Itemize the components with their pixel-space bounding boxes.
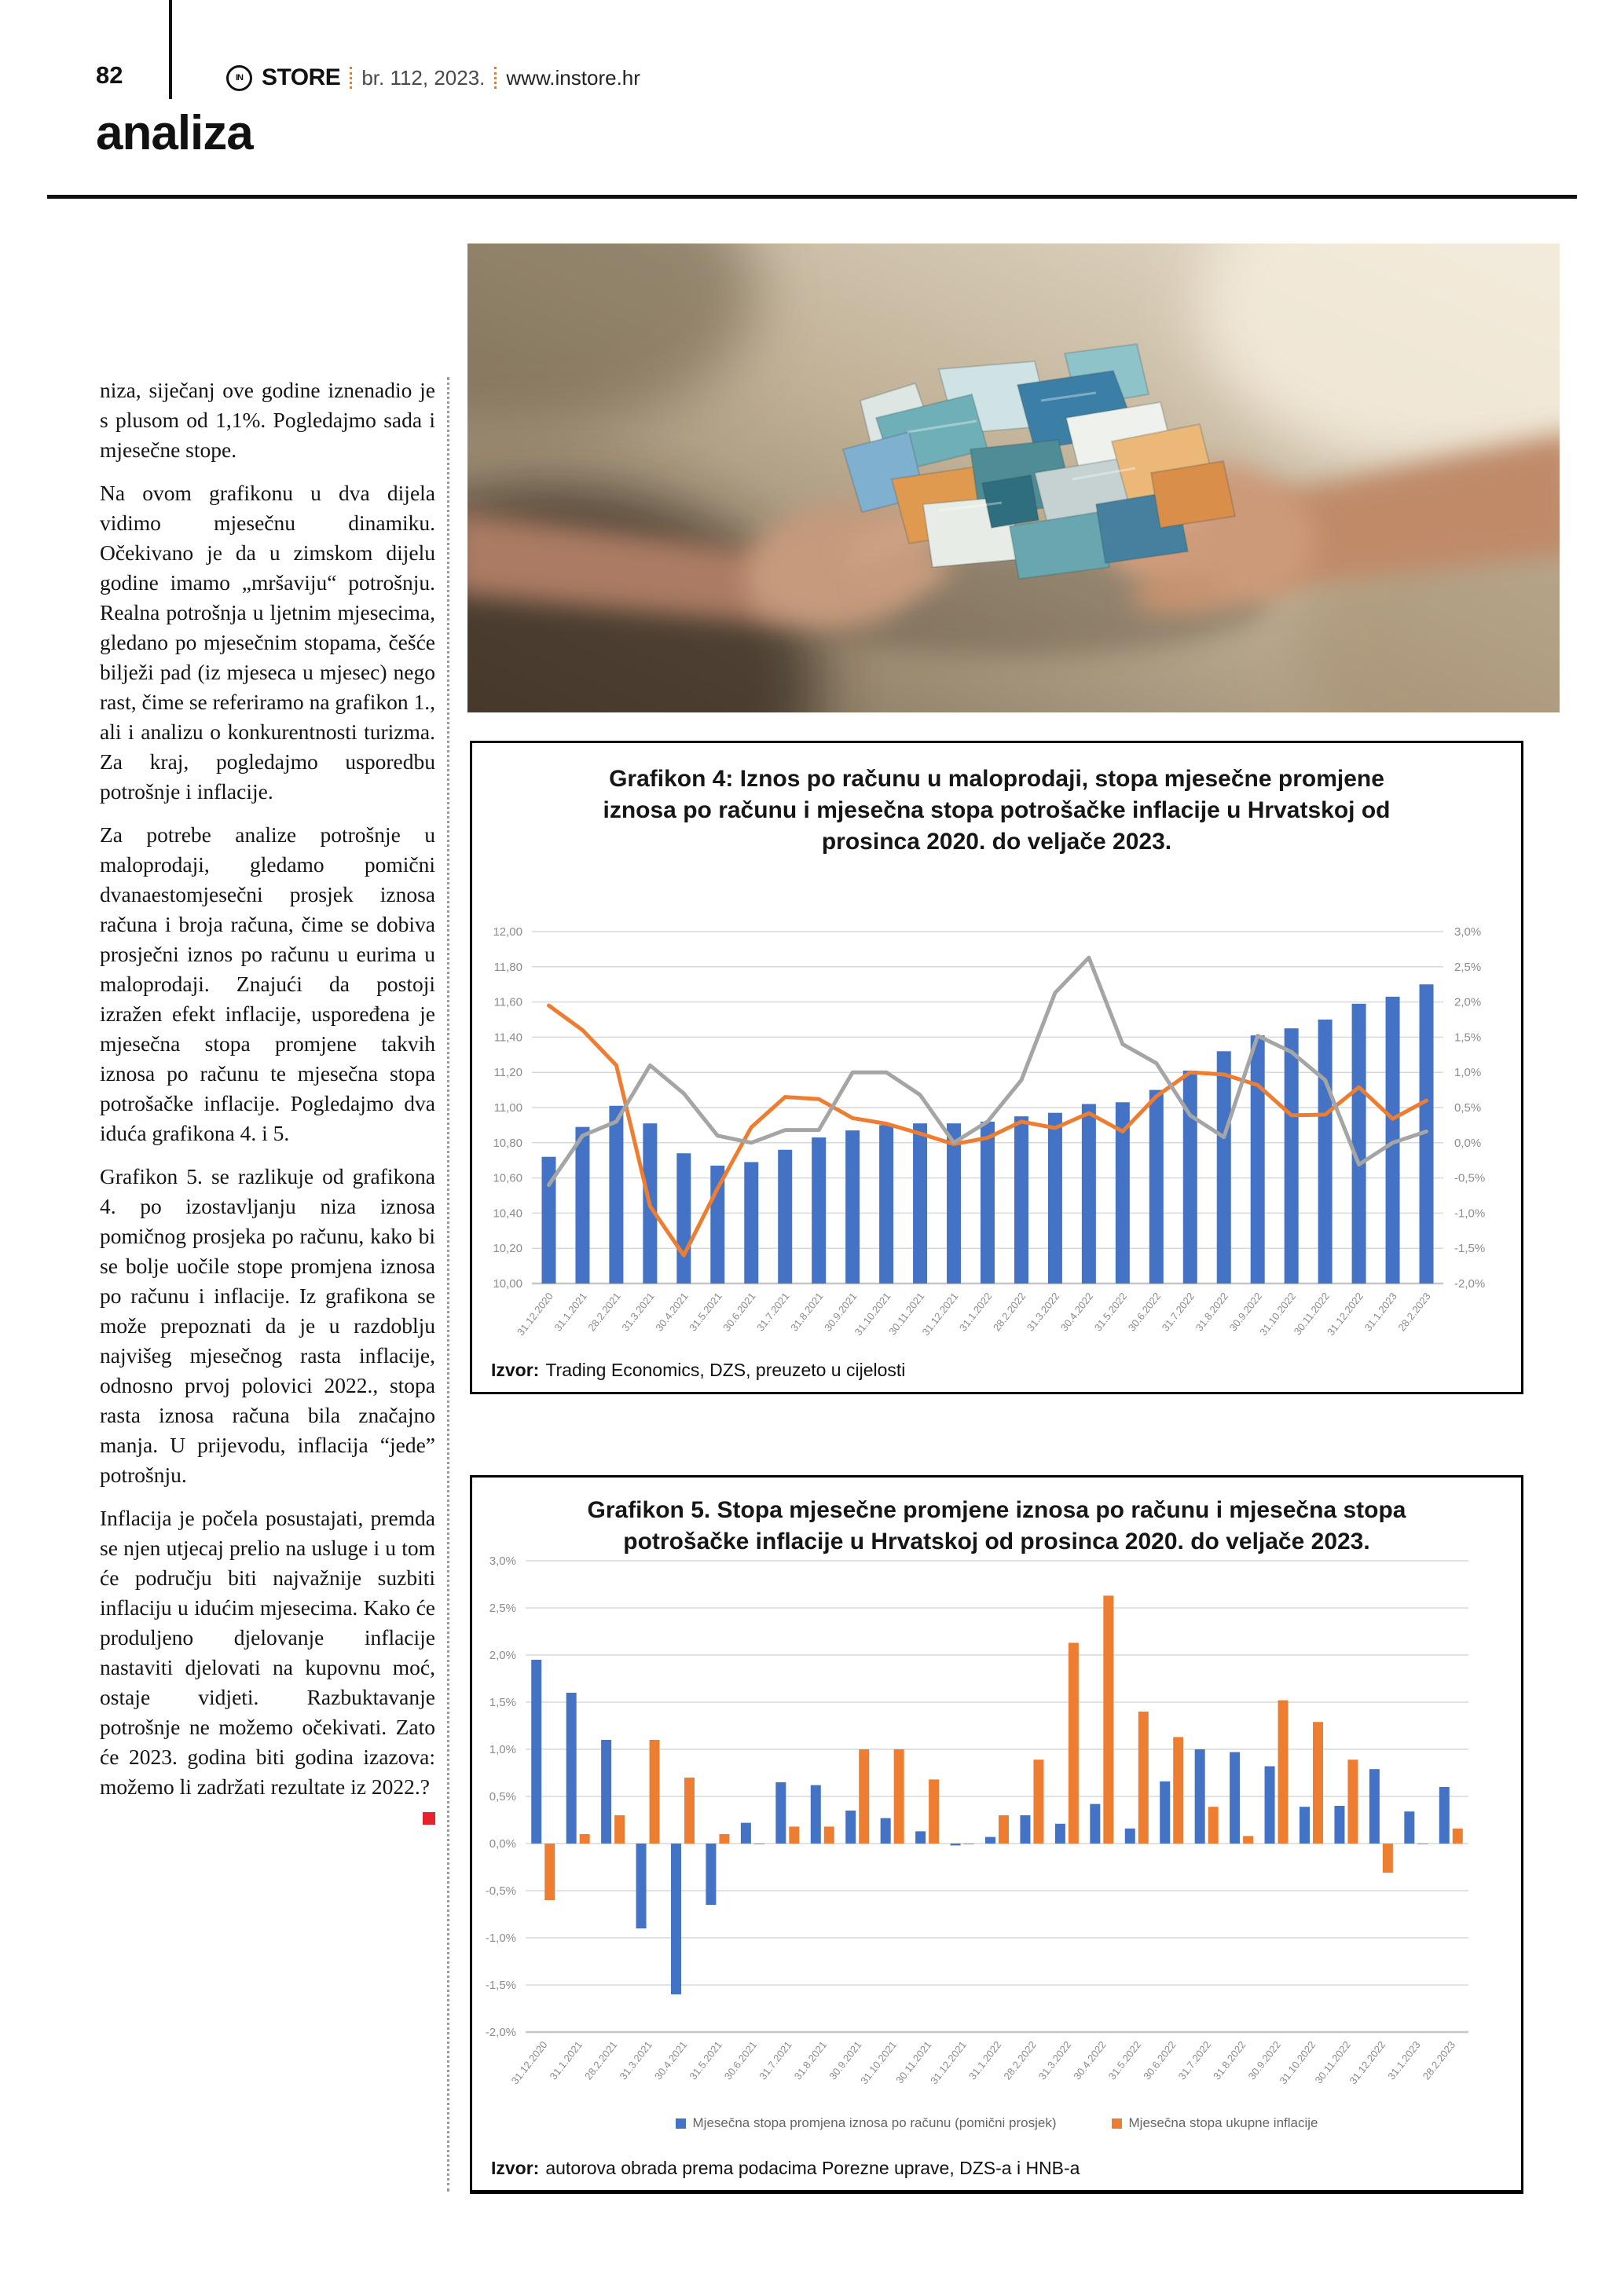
svg-text:31.7.2022: 31.7.2022 bbox=[1175, 2038, 1214, 2082]
svg-text:31.3.2021: 31.3.2021 bbox=[619, 1290, 657, 1334]
svg-text:31.3.2022: 31.3.2022 bbox=[1036, 2038, 1074, 2082]
article-paragraph: Za potrebe analize potrošnje u maloprodaji, gledamo pomični dvanaestomjesečni prosjek iznosa računa i broja računa, čime se dobiva prosječni iznos po računu u eurima u maloprodaji. Znajući da postoji izražen efekt inflacije, uspoređena je mjesečna stopa promjene takvih iznosa po računu te mjesečna stopa potrošačke inflacije. Pogledajmo dva iduća grafikona 4. i 5. bbox=[100, 822, 435, 1145]
svg-text:31.1.2022: 31.1.2022 bbox=[956, 1290, 995, 1334]
svg-text:31.8.2021: 31.8.2021 bbox=[791, 2038, 830, 2082]
grafikon-5-source: Izvor: autorova obrada prema podacima Porezne uprave, DZS-a i HNB-a bbox=[491, 2158, 1080, 2178]
svg-text:10,00: 10,00 bbox=[493, 1277, 522, 1291]
svg-text:31.12.2021: 31.12.2021 bbox=[928, 2038, 969, 2087]
svg-text:2,5%: 2,5% bbox=[1454, 960, 1482, 974]
svg-text:31.1.2021: 31.1.2021 bbox=[552, 1290, 589, 1334]
issue-label: br. 112, 2023. bbox=[361, 65, 486, 90]
svg-text:11,60: 11,60 bbox=[493, 995, 522, 1009]
legend-swatch-blue bbox=[676, 2118, 686, 2129]
svg-text:30.11.2021: 30.11.2021 bbox=[893, 2038, 934, 2086]
svg-text:11,00: 11,00 bbox=[493, 1101, 522, 1115]
dotted-separator bbox=[494, 67, 497, 89]
section-title: analiza bbox=[96, 106, 253, 160]
svg-text:31.1.2021: 31.1.2021 bbox=[547, 2038, 585, 2082]
svg-text:30.4.2022: 30.4.2022 bbox=[1058, 1290, 1096, 1334]
section-rule bbox=[47, 195, 1577, 199]
article-paragraph: Na ovom grafikonu u dva dijela vidimo mjesečnu dinamiku. Očekivano je da u zimskom dijelu godine imamo „mršaviju“ potrošnju. Realna potrošnja u ljetnim mjesecima, gledano po mjesečnim stopama, češće bilježi pad (iz mjeseca u mjesec) nego rast, čime se referiramo na grafikon 1., ali i analizu o konkurentnosti turizma. Za kraj, pogledajmo usporedbu potrošnje i inflacije. bbox=[100, 481, 435, 804]
svg-text:31.5.2021: 31.5.2021 bbox=[687, 1290, 724, 1334]
svg-text:2,0%: 2,0% bbox=[489, 1649, 516, 1662]
article-end-mark bbox=[423, 1812, 435, 1825]
svg-text:28.2.2021: 28.2.2021 bbox=[585, 1290, 623, 1334]
grafikon-5-panel bbox=[470, 1475, 1523, 2194]
svg-text:3,0%: 3,0% bbox=[1454, 925, 1482, 939]
svg-text:31.3.2021: 31.3.2021 bbox=[617, 2038, 654, 2082]
svg-text:11,80: 11,80 bbox=[493, 960, 522, 974]
svg-text:31.7.2021: 31.7.2021 bbox=[754, 1290, 792, 1334]
svg-text:-0,5%: -0,5% bbox=[485, 1884, 516, 1898]
svg-text:31.5.2022: 31.5.2022 bbox=[1091, 1290, 1130, 1334]
svg-text:-2,0%: -2,0% bbox=[1454, 1277, 1486, 1291]
svg-text:31.10.2021: 31.10.2021 bbox=[852, 1290, 893, 1338]
svg-text:-1,0%: -1,0% bbox=[1454, 1207, 1486, 1221]
svg-text:10,40: 10,40 bbox=[493, 1207, 522, 1221]
svg-text:1,5%: 1,5% bbox=[489, 1696, 516, 1709]
svg-text:30.9.2022: 30.9.2022 bbox=[1245, 2038, 1283, 2082]
svg-text:-0,5%: -0,5% bbox=[1454, 1171, 1486, 1185]
header-divider bbox=[169, 0, 172, 99]
svg-text:11,20: 11,20 bbox=[493, 1066, 522, 1080]
svg-text:30.9.2021: 30.9.2021 bbox=[822, 1290, 860, 1334]
svg-text:1,0%: 1,0% bbox=[489, 1743, 516, 1756]
svg-text:0,0%: 0,0% bbox=[1454, 1136, 1482, 1150]
svg-text:12,00: 12,00 bbox=[493, 925, 522, 939]
svg-text:31.12.2022: 31.12.2022 bbox=[1325, 1290, 1366, 1338]
brand-name: STORE bbox=[262, 64, 341, 90]
svg-text:31.7.2021: 31.7.2021 bbox=[757, 2038, 794, 2082]
svg-text:10,20: 10,20 bbox=[493, 1242, 522, 1256]
svg-text:31.7.2022: 31.7.2022 bbox=[1159, 1290, 1197, 1334]
svg-text:-1,0%: -1,0% bbox=[485, 1932, 516, 1945]
svg-text:28.2.2022: 28.2.2022 bbox=[1001, 2038, 1039, 2082]
svg-text:30.11.2022: 30.11.2022 bbox=[1312, 2038, 1353, 2086]
svg-text:30.9.2022: 30.9.2022 bbox=[1226, 1290, 1265, 1334]
svg-text:31.12.2020: 31.12.2020 bbox=[514, 1290, 555, 1338]
svg-text:31.1.2022: 31.1.2022 bbox=[966, 2038, 1004, 2082]
svg-text:28.2.2022: 28.2.2022 bbox=[990, 1290, 1028, 1334]
svg-text:11,40: 11,40 bbox=[493, 1031, 522, 1045]
svg-text:30.6.2022: 30.6.2022 bbox=[1141, 2038, 1179, 2082]
svg-text:30.6.2021: 30.6.2021 bbox=[721, 2038, 760, 2082]
svg-text:31.5.2022: 31.5.2022 bbox=[1105, 2038, 1144, 2082]
svg-text:10,80: 10,80 bbox=[493, 1136, 522, 1150]
svg-text:10,60: 10,60 bbox=[493, 1171, 522, 1185]
svg-text:31.3.2022: 31.3.2022 bbox=[1024, 1290, 1062, 1334]
svg-text:31.10.2021: 31.10.2021 bbox=[858, 2038, 900, 2087]
svg-text:31.10.2022: 31.10.2022 bbox=[1257, 1290, 1299, 1338]
instore-logo-icon: IN bbox=[226, 65, 252, 91]
svg-text:3,0%: 3,0% bbox=[489, 1554, 516, 1568]
dotted-separator bbox=[350, 67, 352, 89]
legend-swatch-orange bbox=[1112, 2118, 1122, 2129]
photo-hands-money bbox=[467, 244, 1560, 712]
grafikon-5-chart bbox=[478, 1553, 1516, 2111]
svg-text:30.4.2021: 30.4.2021 bbox=[653, 1290, 691, 1334]
svg-text:31.8.2021: 31.8.2021 bbox=[788, 1290, 826, 1334]
column-separator bbox=[447, 377, 449, 2192]
page-number: 82 bbox=[96, 61, 123, 89]
svg-text:31.12.2022: 31.12.2022 bbox=[1347, 2038, 1388, 2087]
svg-text:-2,0%: -2,0% bbox=[485, 2026, 516, 2039]
article-paragraph: Grafikon 5. se razlikuje od grafikona 4. po izostavljanju niza iznosa pomičnog prosjeka po računu, kako bi se bolje uočile stope promjena iznosa po računu i inflacije. Iz grafikona se može prepoznati da je u razdoblju najvišeg mjesečnog rasta inflacije, odnosno prvoj polovici 2022., stopa rasta iznosa računa bila značajno manja. U prijevodu, inflacija “jede” potrošnju. bbox=[100, 1164, 435, 1487]
svg-text:0,5%: 0,5% bbox=[1454, 1101, 1482, 1115]
svg-text:31.8.2022: 31.8.2022 bbox=[1211, 2038, 1248, 2082]
svg-text:30.4.2022: 30.4.2022 bbox=[1071, 2038, 1109, 2082]
grafikon-4-title: Grafikon 4: Iznos po računu u maloprodaji, stopa mjesečne promjene iznosa po računu i mjesečna stopa potrošačke inflacije u Hrvatskoj od prosinca 2020. do veljače 2023. bbox=[603, 766, 1391, 855]
svg-text:31.1.2023: 31.1.2023 bbox=[1362, 1290, 1399, 1334]
svg-text:-1,5%: -1,5% bbox=[1454, 1242, 1486, 1256]
svg-text:0,5%: 0,5% bbox=[489, 1790, 516, 1803]
svg-text:30.6.2022: 30.6.2022 bbox=[1125, 1290, 1164, 1334]
svg-text:31.10.2022: 31.10.2022 bbox=[1277, 2038, 1318, 2087]
svg-text:31.12.2020: 31.12.2020 bbox=[508, 2038, 550, 2087]
article-paragraph: Inflacija je počela posustajati, premda se njen utjecaj prelio na usluge i u tom će području biti najvažnije suzbiti inflaciju u idućim mjesecima. Kako će produljeno djelovanje inflacije nastaviti djelovati na kupovnu moć, ostaje vidjeti. Razbuktavanje potrošnje ne možemo očekivati. Zato će 2023. godina biti godina izazova: možemo li zadržati rezultate iz 2022.? bbox=[100, 1503, 435, 1802]
grafikon-4-panel bbox=[470, 741, 1523, 1394]
svg-text:30.11.2021: 30.11.2021 bbox=[886, 1290, 927, 1338]
svg-text:31.8.2022: 31.8.2022 bbox=[1193, 1290, 1231, 1334]
svg-text:28.2.2021: 28.2.2021 bbox=[582, 2038, 620, 2082]
svg-text:30.6.2021: 30.6.2021 bbox=[720, 1290, 758, 1334]
svg-text:31.1.2023: 31.1.2023 bbox=[1385, 2038, 1423, 2082]
legend-item: Mjesečna stopa ukupne inflacije bbox=[1112, 2115, 1318, 2131]
svg-text:30.11.2022: 30.11.2022 bbox=[1291, 1290, 1332, 1338]
svg-text:31.5.2021: 31.5.2021 bbox=[687, 2038, 724, 2082]
grafikon-4-source: Izvor: Trading Economics, DZS, preuzeto u cijelosti bbox=[491, 1360, 906, 1380]
grafikon-5-title: Grafikon 5. Stopa mjesečne promjene iznosa po računu i mjesečna stopa potrošačke inflacije u Hrvatskoj od prosinca 2020. do veljače 2023. bbox=[587, 1497, 1406, 1554]
svg-text:30.4.2021: 30.4.2021 bbox=[651, 2038, 690, 2082]
svg-text:0,0%: 0,0% bbox=[489, 1837, 516, 1851]
article-column bbox=[100, 375, 435, 1825]
svg-text:1,0%: 1,0% bbox=[1454, 1066, 1482, 1080]
svg-text:28.2.2023: 28.2.2023 bbox=[1395, 1290, 1433, 1334]
legend-item: Mjesečna stopa promjena iznosa po računu (pomični prosjek) bbox=[676, 2115, 1057, 2131]
svg-text:-1,5%: -1,5% bbox=[485, 1979, 516, 1992]
masthead bbox=[226, 64, 640, 91]
website-link[interactable]: www.instore.hr bbox=[506, 65, 640, 90]
svg-text:2,0%: 2,0% bbox=[1454, 995, 1482, 1009]
svg-text:31.12.2021: 31.12.2021 bbox=[919, 1290, 961, 1338]
article-paragraph: niza, siječanj ove godine iznenadio je s plusom od 1,1%. Pogledajmo sada i mjesečne stope. bbox=[100, 378, 435, 462]
grafikon-4-chart bbox=[478, 922, 1516, 1378]
svg-text:28.2.2023: 28.2.2023 bbox=[1420, 2038, 1458, 2082]
svg-text:1,5%: 1,5% bbox=[1454, 1031, 1482, 1045]
svg-text:2,5%: 2,5% bbox=[489, 1602, 516, 1615]
grafikon-5-legend bbox=[472, 2115, 1521, 2131]
svg-text:30.9.2021: 30.9.2021 bbox=[827, 2038, 864, 2082]
